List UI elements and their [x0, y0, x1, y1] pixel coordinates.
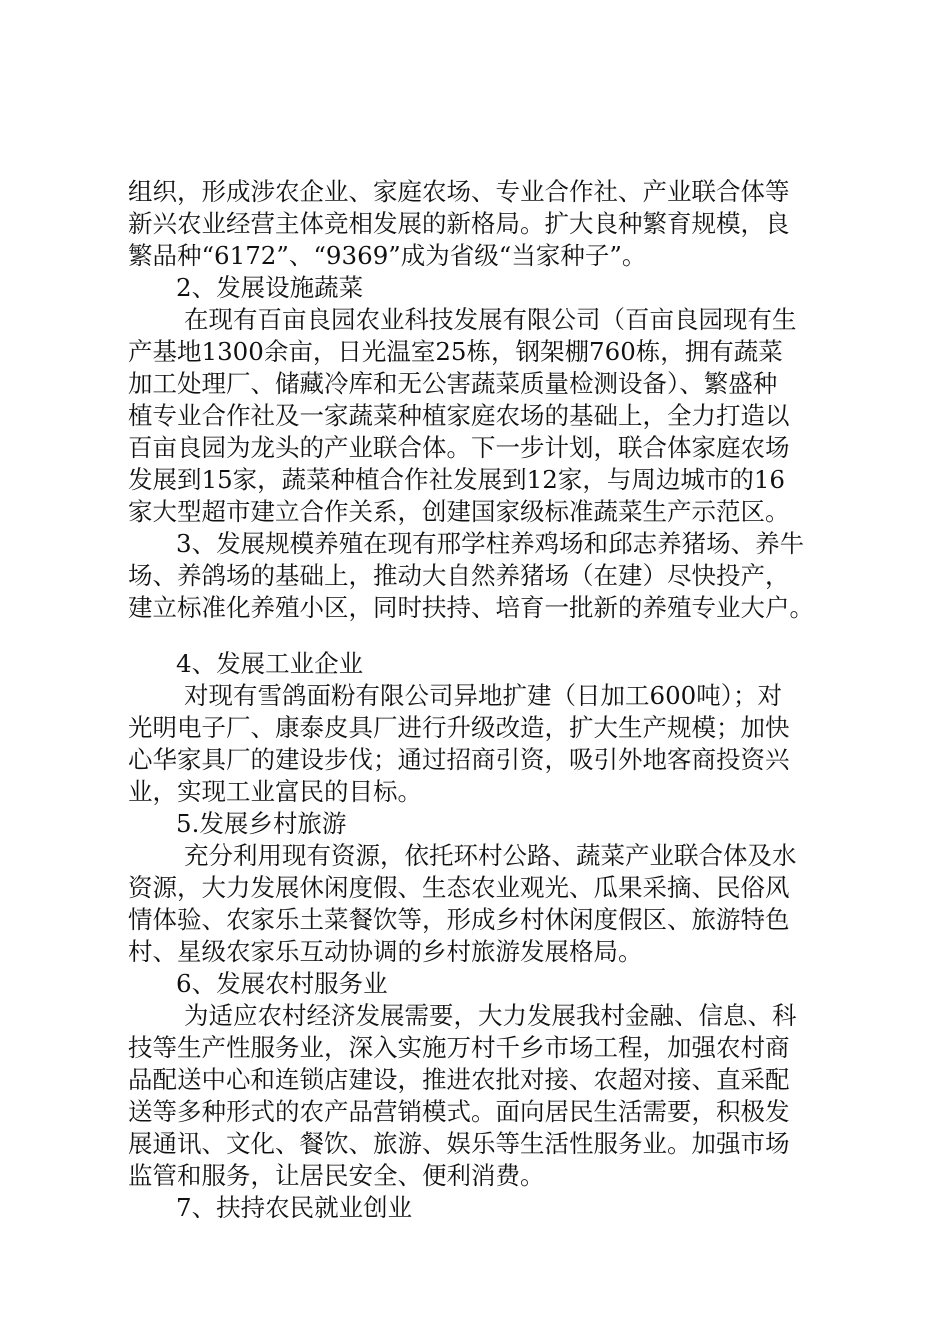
section-heading: 4、发展工业企业: [176, 649, 364, 678]
body-text-line: 充分利用现有资源，依托环村公路、蔬菜产业联合体及水: [184, 841, 797, 870]
body-text-line: 建立标准化养殖小区，同时扶持、培育一批新的养殖专业大户。: [128, 593, 814, 622]
section-heading: 6、发展农村服务业: [176, 969, 388, 998]
body-text-line: 对现有雪鸽面粉有限公司异地扩建（日加工600吨）；对: [184, 681, 783, 710]
section-heading: 7、扶持农民就业创业: [176, 1193, 413, 1222]
body-text-line: 展通讯、文化、餐饮、旅游、娱乐等生活性服务业。加强市场: [128, 1129, 790, 1158]
body-text-line: 光明电子厂、康泰皮具厂进行升级改造，扩大生产规模；加快: [128, 713, 790, 742]
body-text-line: 组织，形成涉农企业、家庭农场、专业合作社、产业联合体等: [128, 177, 790, 206]
body-text-line: 心华家具厂的建设步伐；通过招商引资，吸引外地客商投资兴: [128, 745, 790, 774]
body-text-line: 家大型超市建立合作关系，创建国家级标准蔬菜生产示范区。: [128, 497, 790, 526]
body-text-line: 场、养鸽场的基础上，推动大自然养猪场（在建）尽快投产，: [128, 561, 790, 590]
body-text-line: 加工处理厂、储藏冷库和无公害蔬菜质量检测设备）、繁盛种: [128, 369, 778, 398]
body-text-line: 新兴农业经营主体竞相发展的新格局。扩大良种繁育规模，良: [128, 209, 790, 238]
body-text-line: 品配送中心和连锁店建设，推进农批对接、农超对接、直采配: [128, 1065, 790, 1094]
section-heading: 3、发展规模养殖在现有邢学柱养鸡场和邱志养猪场、养牛: [176, 529, 805, 558]
body-text-line: 发展到15家，蔬菜种植合作社发展到12家，与周边城市的16: [128, 465, 786, 494]
section-heading: 5.发展乡村旅游: [176, 809, 347, 838]
body-text-line: 繁品种“6172”、“9369”成为省级“当家种子”。: [128, 241, 647, 270]
body-text-line: 业，实现工业富民的目标。: [128, 777, 422, 806]
body-text-line: 在现有百亩良园农业科技发展有限公司（百亩良园现有生: [184, 305, 797, 334]
body-text-line: 为适应农村经济发展需要，大力发展我村金融、信息、科: [184, 1001, 797, 1030]
body-text-line: 产基地1300余亩，日光温室25栋，钢架棚760栋，拥有蔬菜: [128, 337, 783, 366]
body-text-line: 村、星级农家乐互动协调的乡村旅游发展格局。: [128, 937, 643, 966]
body-text-line: 监管和服务，让居民安全、便利消费。: [128, 1161, 545, 1190]
body-text-line: 资源，大力发展休闲度假、生态农业观光、瓜果采摘、民俗风: [128, 873, 790, 902]
body-text-line: 百亩良园为龙头的产业联合体。下一步计划，联合体家庭农场: [128, 433, 790, 462]
body-text-line: 技等生产性服务业，深入实施万村千乡市场工程，加强农村商: [128, 1033, 790, 1062]
body-text-line: 植专业合作社及一家蔬菜种植家庭农场的基础上，全力打造以: [128, 401, 790, 430]
section-heading: 2、发展设施蔬菜: [176, 273, 364, 302]
body-text-line: 送等多种形式的农产品营销模式。面向居民生活需要，积极发: [128, 1097, 790, 1126]
body-text-line: 情体验、农家乐土菜餐饮等，形成乡村休闲度假区、旅游特色: [128, 905, 790, 934]
